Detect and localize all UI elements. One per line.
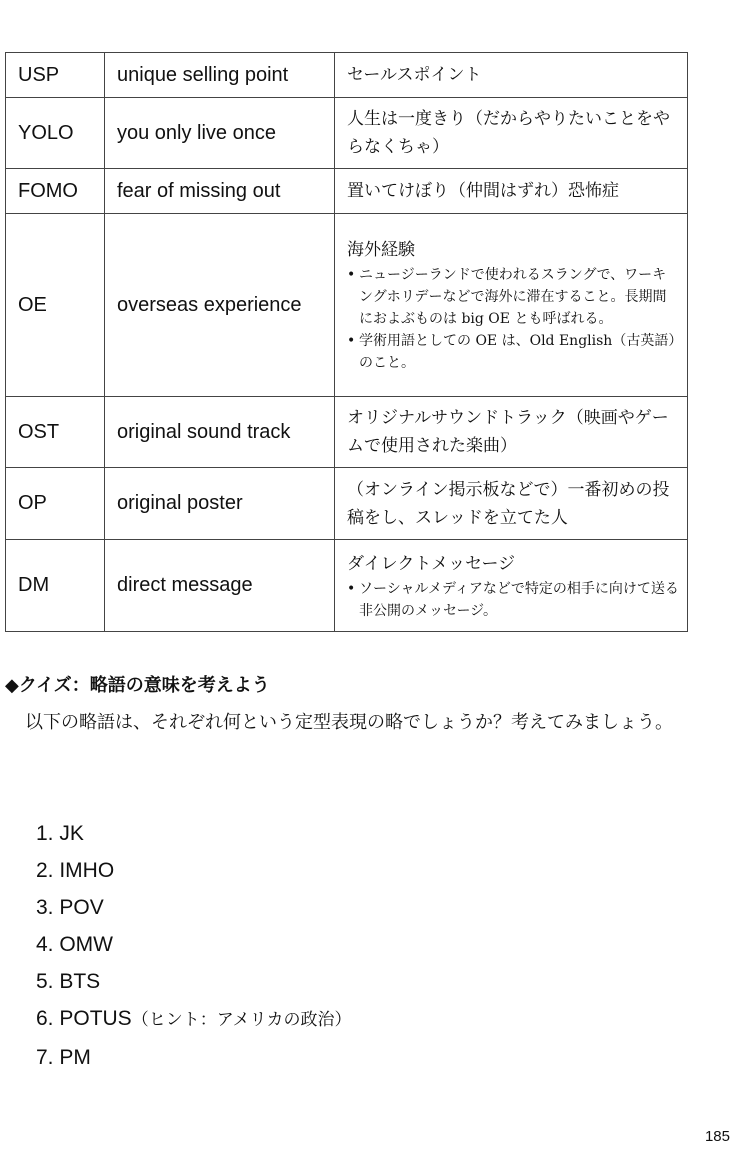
meaning-cell <box>335 53 688 98</box>
phrase-cell: fear of missing out <box>105 169 335 214</box>
meaning-text: 人生は一度きり（だからやりたいことをやらなくちゃ） <box>347 109 670 157</box>
note-list <box>347 264 679 374</box>
phrase-cell: original poster <box>105 468 335 540</box>
meaning-text: 海外経験 <box>347 240 415 260</box>
meaning-text: 置いてけぼり（仲間はずれ）恐怖症 <box>347 181 619 201</box>
meaning-cell <box>335 540 688 632</box>
quiz-hint: （ヒント：アメリカの政治） <box>131 1010 352 1030</box>
quiz-item <box>36 963 352 1000</box>
note-text: ニュージーランドで使われるスラングで、ワーキングホリデーなどで海外に滞在すること。長期間におよぶものは big OE とも呼ばれる。 <box>359 267 667 327</box>
bullet-icon: • <box>347 267 356 283</box>
abbr-cell: FOMO <box>6 169 105 214</box>
quiz-heading: ◆クイズ：略語の意味を考えよう <box>5 675 270 696</box>
page-number: 185 <box>704 1128 730 1145</box>
note-text: ソーシャルメディアなどで特定の相手に向けて送る非公開のメッセージ。 <box>359 580 679 619</box>
meaning-cell <box>335 397 688 468</box>
quiz-item-text: 6. POTUS <box>36 1007 132 1030</box>
meaning-cell <box>335 169 688 214</box>
abbreviation-table <box>5 52 688 632</box>
note-item <box>347 578 679 622</box>
note-list <box>347 578 679 622</box>
table-row <box>6 540 688 632</box>
quiz-item <box>36 1000 352 1039</box>
meaning-cell <box>335 98 688 169</box>
meaning-text: セールスポイント <box>347 65 482 85</box>
table-row <box>6 169 688 214</box>
phrase-cell: direct message <box>105 540 335 632</box>
table-row <box>6 468 688 540</box>
bullet-icon: • <box>347 580 356 597</box>
note-item <box>347 264 679 330</box>
quiz-item-text: 3. POV <box>36 896 104 919</box>
note-item <box>347 330 679 374</box>
table-row <box>6 397 688 468</box>
quiz-item-text: 1. JK <box>36 822 84 845</box>
abbr-cell: OP <box>6 468 105 540</box>
abbr-cell: DM <box>6 540 105 632</box>
quiz-item <box>36 852 352 889</box>
quiz-item <box>36 1039 352 1076</box>
meaning-text: ダイレクトメッセージ <box>347 553 516 574</box>
meaning-text: オリジナルサウンドトラック（映画やゲームで使用された楽曲） <box>347 408 669 456</box>
abbr-cell: OE <box>6 214 105 397</box>
meaning-cell <box>335 468 688 540</box>
quiz-intro: 以下の略語は、それぞれ何という定型表現の略でしょうか？考えてみましょう。 <box>25 712 673 733</box>
table-row <box>6 214 688 397</box>
abbr-cell: YOLO <box>6 98 105 169</box>
phrase-cell: original sound track <box>105 397 335 468</box>
table-row <box>6 98 688 169</box>
quiz-item-text: 2. IMHO <box>36 859 115 882</box>
phrase-cell: overseas experience <box>105 214 335 397</box>
bullet-icon: • <box>347 333 356 349</box>
meaning-text: （オンライン掲示板などで）一番初めの投稿をし、スレッドを立てた人 <box>347 479 670 528</box>
quiz-item-text: 4. OMW <box>36 933 113 956</box>
quiz-item <box>36 889 352 926</box>
phrase-cell: unique selling point <box>105 53 335 98</box>
meaning-cell <box>335 214 688 397</box>
quiz-item <box>36 926 352 963</box>
note-text: 学術用語としての OE は、Old English（古英語）のこと。 <box>359 333 676 371</box>
quiz-item-text: 5. BTS <box>36 970 101 993</box>
abbr-cell: USP <box>6 53 105 98</box>
quiz-item <box>36 815 352 852</box>
abbr-cell: OST <box>6 397 105 468</box>
phrase-cell: you only live once <box>105 98 335 169</box>
quiz-item-text: 7. PM <box>36 1046 91 1069</box>
quiz-list <box>36 815 352 1076</box>
table-row <box>6 53 688 98</box>
